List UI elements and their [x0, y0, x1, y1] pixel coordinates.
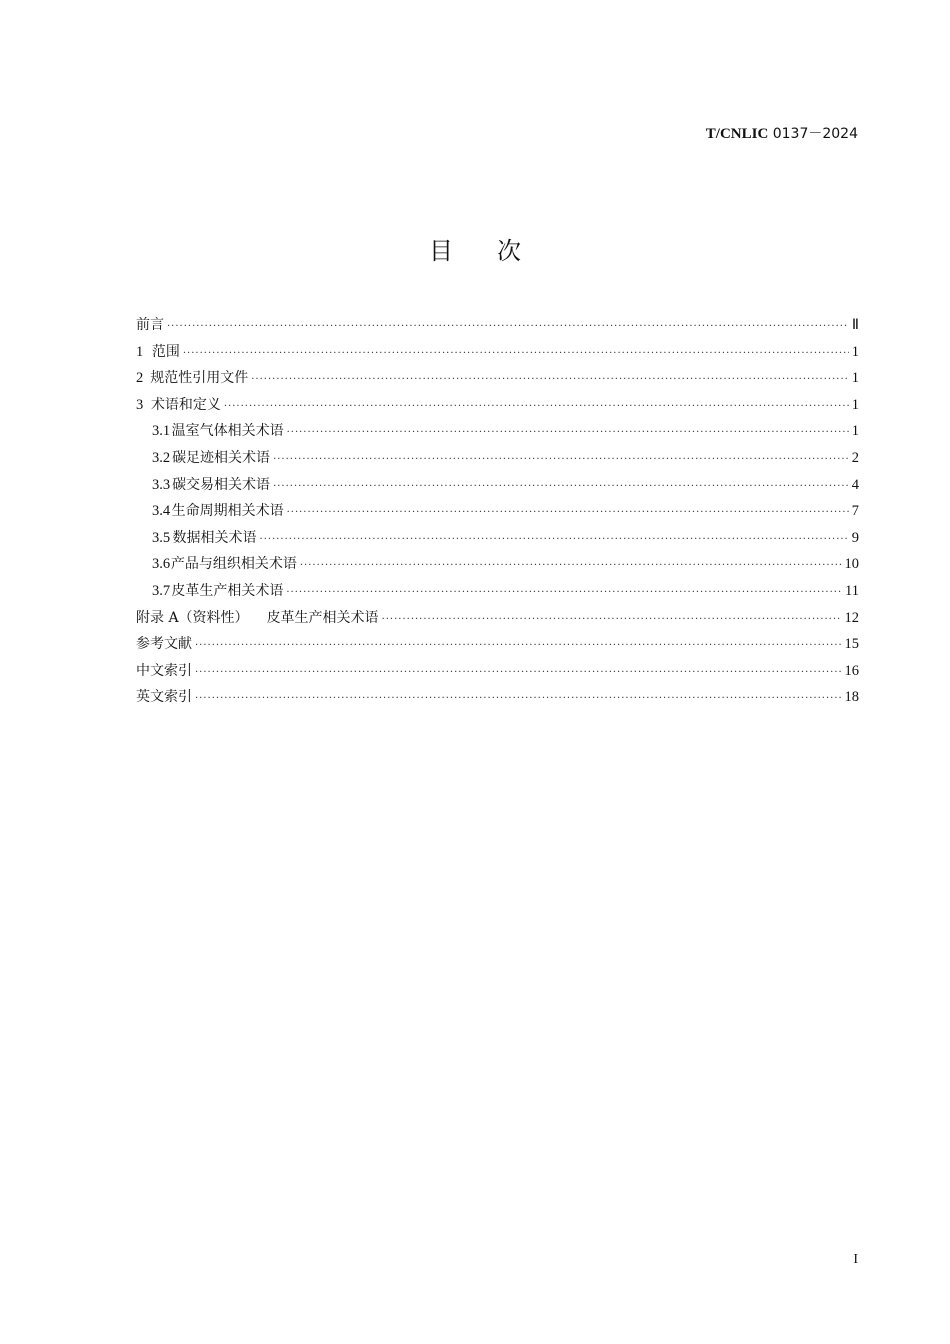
- toc-dot-leader: [195, 660, 842, 687]
- toc-entry-label-main: 前言: [136, 317, 164, 333]
- toc-entry-label-main: 术语和定义: [150, 396, 221, 413]
- toc-entry-label-main: 英文索引: [136, 689, 192, 706]
- toc-entry-number: 3.1: [152, 423, 171, 440]
- toc-entry-page: 16: [844, 662, 859, 679]
- toc-entry-label-main: 碳足迹相关术语: [172, 449, 271, 466]
- toc-entry-label-main: 参考文献: [136, 636, 192, 653]
- toc-entry-number: 3: [136, 396, 144, 413]
- toc-entry[interactable]: [136, 365, 859, 392]
- toc-entry-number: 3.3: [152, 476, 171, 493]
- toc-dot-leader: [260, 527, 849, 554]
- toc-dot-leader: [251, 367, 849, 394]
- toc-entry-page: 1: [851, 423, 859, 440]
- toc-dot-leader: [195, 686, 842, 713]
- toc-entry-page: Ⅱ: [851, 317, 859, 333]
- toc-entry[interactable]: [136, 578, 859, 605]
- toc-entry[interactable]: [136, 684, 859, 711]
- toc-dot-leader: [273, 474, 849, 501]
- toc-entry-label-main: 生命周期相关术语: [171, 503, 284, 520]
- toc-entry-number: 3.7: [152, 582, 171, 599]
- toc-entry-number: 3.5: [152, 529, 171, 546]
- toc-entry-page: 10: [844, 556, 859, 573]
- toc-dot-leader: [183, 341, 849, 368]
- toc-entry-label-main: 皮革生产相关术语: [171, 582, 284, 599]
- toc-entry-label: [136, 658, 192, 685]
- toc-entry[interactable]: [136, 472, 859, 499]
- toc-dot-leader: [287, 420, 849, 447]
- toc-entry[interactable]: [136, 392, 859, 419]
- page-title: 目次: [429, 237, 565, 266]
- toc-entry[interactable]: [136, 312, 859, 339]
- toc-entry[interactable]: [136, 418, 859, 445]
- toc-dot-leader: [224, 394, 849, 421]
- toc-entry-page: 1: [851, 343, 859, 360]
- toc-entry-page: 2: [851, 449, 859, 466]
- toc-entry-label-main: 附录 A（资料性）: [136, 609, 249, 626]
- toc-entry-number: 1: [136, 343, 144, 360]
- toc-entry-label-suffix: 皮革生产相关术语: [266, 609, 379, 626]
- toc-entry-label: [150, 365, 248, 392]
- toc-entry-page: 11: [845, 582, 859, 599]
- toc-entry-label: [136, 684, 192, 711]
- toc-entry-label: [136, 312, 164, 339]
- toc-entry-label-main: 数据相关术语: [172, 529, 257, 546]
- toc-entry-number: 3.2: [152, 449, 171, 466]
- toc-entry-label-main: 范围: [151, 343, 180, 360]
- toc-dot-leader: [382, 607, 842, 634]
- toc-entry-label-main: 产品与组织相关术语: [170, 556, 297, 573]
- toc-dot-leader: [195, 633, 842, 660]
- toc-entry[interactable]: [136, 445, 859, 472]
- toc-entry-label: [172, 445, 270, 472]
- toc-entry-label: [136, 605, 379, 632]
- toc-entry-label: [173, 525, 257, 552]
- toc-dot-leader: [300, 553, 842, 580]
- toc-entry-number: 3.6: [152, 556, 171, 573]
- toc-entry-page: 12: [844, 609, 859, 626]
- standard-code: [706, 123, 858, 143]
- toc-entry-label: [171, 578, 283, 605]
- toc-entry-page: 18: [844, 689, 859, 706]
- toc-entry-page: 4: [851, 476, 859, 493]
- toc-entry[interactable]: [136, 498, 859, 525]
- toc-entry-page: 7: [851, 503, 859, 520]
- toc-entry[interactable]: [136, 551, 859, 578]
- toc-entry-number: 3.4: [152, 503, 171, 520]
- toc-entry-label: [152, 339, 180, 366]
- toc-entry-page: 15: [844, 636, 859, 653]
- toc-entry-label: [171, 551, 297, 578]
- toc-entry-number: 2: [136, 370, 144, 387]
- toc-entry-label: [172, 498, 284, 525]
- toc-entry-label: [172, 472, 270, 499]
- toc-entry-label-main: 中文索引: [136, 662, 192, 679]
- toc-entry-label-main: 碳交易相关术语: [172, 476, 271, 493]
- toc-entry[interactable]: [136, 339, 859, 366]
- page-number: I: [853, 1252, 858, 1267]
- toc-dot-leader: [167, 314, 849, 341]
- toc-entry-page: 9: [851, 529, 859, 546]
- toc-entry[interactable]: [136, 658, 859, 685]
- toc-entry[interactable]: [136, 525, 859, 552]
- toc-entry-label: [136, 631, 192, 658]
- toc-entry-page: 1: [851, 370, 859, 387]
- toc-dot-leader: [286, 580, 842, 607]
- toc-entry[interactable]: [136, 631, 859, 658]
- toc-dot-leader: [287, 500, 849, 527]
- toc-dot-leader: [273, 447, 849, 474]
- toc-entry-page: 1: [851, 396, 859, 413]
- standard-org-code: T/CNLIC: [705, 126, 769, 142]
- standard-number: 0137－2024: [768, 126, 858, 142]
- toc-entry-label-main: 温室气体相关术语: [171, 423, 284, 440]
- toc-entry-label-main: 规范性引用文件: [150, 370, 249, 387]
- toc-entry-label: [172, 418, 284, 445]
- table-of-contents: [136, 312, 859, 711]
- toc-entry[interactable]: [136, 605, 859, 632]
- toc-entry-label: [151, 392, 221, 419]
